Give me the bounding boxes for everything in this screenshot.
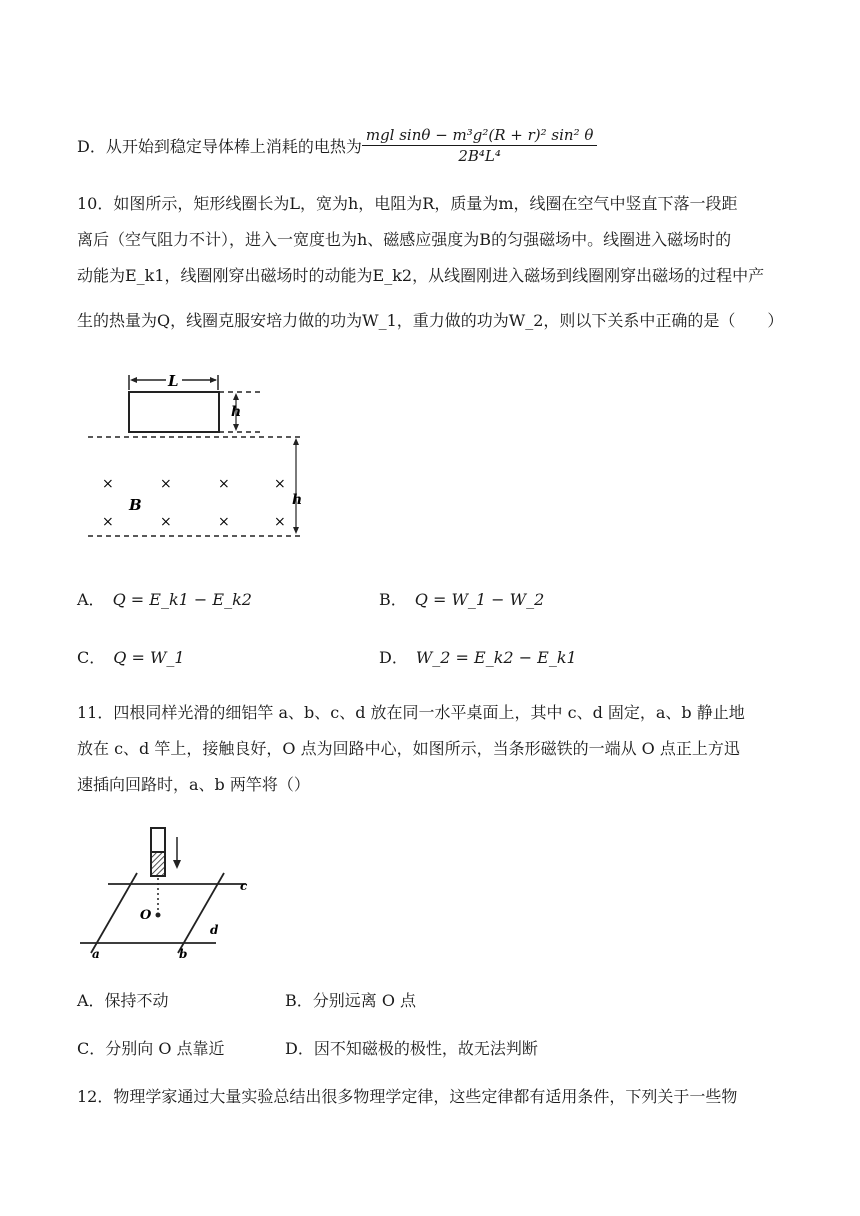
q11-line-3: 速插向回路时，a、b 两竿将（） [77,775,310,794]
q11-label-a: a [92,947,100,960]
rod-a [91,873,137,953]
q11-label-b: b [179,947,188,960]
q11-option-b: B．分别远离 O 点 [285,991,417,1010]
field-cross: × [160,514,172,530]
q10-coil-rectangle [129,392,219,432]
point-o [156,913,161,918]
q11-line-1: 11．四根同样光滑的细铝竿 a、b、c、d 放在同一水平桌面上，其中 c、d 固定，a、b 静止地 [77,703,745,722]
field-cross: × [160,476,172,492]
field-cross: × [274,476,286,492]
q10-option-b-label: B． [379,590,407,609]
field-cross: × [218,476,230,492]
q10-coil-figure [86,370,316,545]
q10-line-4: 生的热量为Q，线圈克服安培力做的功为W_1，重力做的功为W_2，则以下关系中正确的是（ ） [77,311,784,330]
q10-option-d-equation: W_2 = E_k2 − E_k1 [415,648,577,667]
q10-figure-label-h-coil: h [231,404,242,420]
q9-option-d [77,127,597,168]
field-cross: × [102,514,114,530]
q10-option-c [77,648,185,668]
q9-fraction-numerator: mgl sinθ − m³g²(R + r)² sin² θ [362,125,598,146]
q10-option-d [379,648,577,668]
field-cross: × [218,514,230,530]
q11-line-2: 放在 c、d 竿上，接触良好，O 点为回路中心，如图所示，当条形磁铁的一端从 O 点正上方迅 [77,739,740,758]
q10-line-2: 离后（空气阻力不计），进入一宽度也为h、磁感应强度为B的匀强磁场中。线圈进入磁场时的 [77,230,732,249]
q10-option-a-equation: Q = E_k1 − E_k2 [112,590,252,609]
q10-line-1: 10．如图所示，矩形线圈长为L，宽为h，电阻为R，质量为m，线圈在空气中竖直下落一段距 [77,194,738,213]
q9-option-d-prefix: D．从开始到稳定导体棒上消耗的电热为 [77,137,362,156]
q11-label-o: O [140,908,152,923]
q10-option-c-equation: Q = W_1 [113,648,185,667]
q11-rods-figure [76,825,256,960]
field-cross: × [274,514,286,530]
q10-option-b-equation: Q = W_1 − W_2 [414,590,545,609]
down-arrow-icon [173,860,181,869]
q10-option-c-label: C． [77,648,106,667]
q10-option-b [379,590,544,610]
q11-label-c: c [240,879,248,893]
field-cross: × [102,476,114,492]
q10-line-3: 动能为E_k1，线圈刚穿出磁场时的动能为E_k2，从线圈刚进入磁场到线圈刚穿出磁场的过程中产 [77,266,765,285]
q11-option-c: C．分别向 O 点靠近 [77,1039,225,1058]
q11-label-d: d [210,923,219,937]
q10-figure-label-B: B [129,496,142,514]
q9-fraction-denominator: 2B⁴L⁴ [458,147,501,165]
q12-line-1: 12．物理学家通过大量实验总结出很多物理学定律，这些定律都有适用条件，下列关于一些物 [77,1087,738,1106]
q11-option-d: D．因不知磁极的极性，故无法判断 [285,1039,538,1058]
q10-option-a [77,590,252,610]
q10-figure-label-h-field: h [292,492,303,508]
q10-option-a-label: A． [77,590,105,609]
q10-figure-label-L: L [168,372,179,390]
q11-option-a: A．保持不动 [77,991,169,1010]
rod-b [178,873,224,953]
q10-option-d-label: D． [379,648,408,667]
q9-option-d-fraction [362,125,598,166]
